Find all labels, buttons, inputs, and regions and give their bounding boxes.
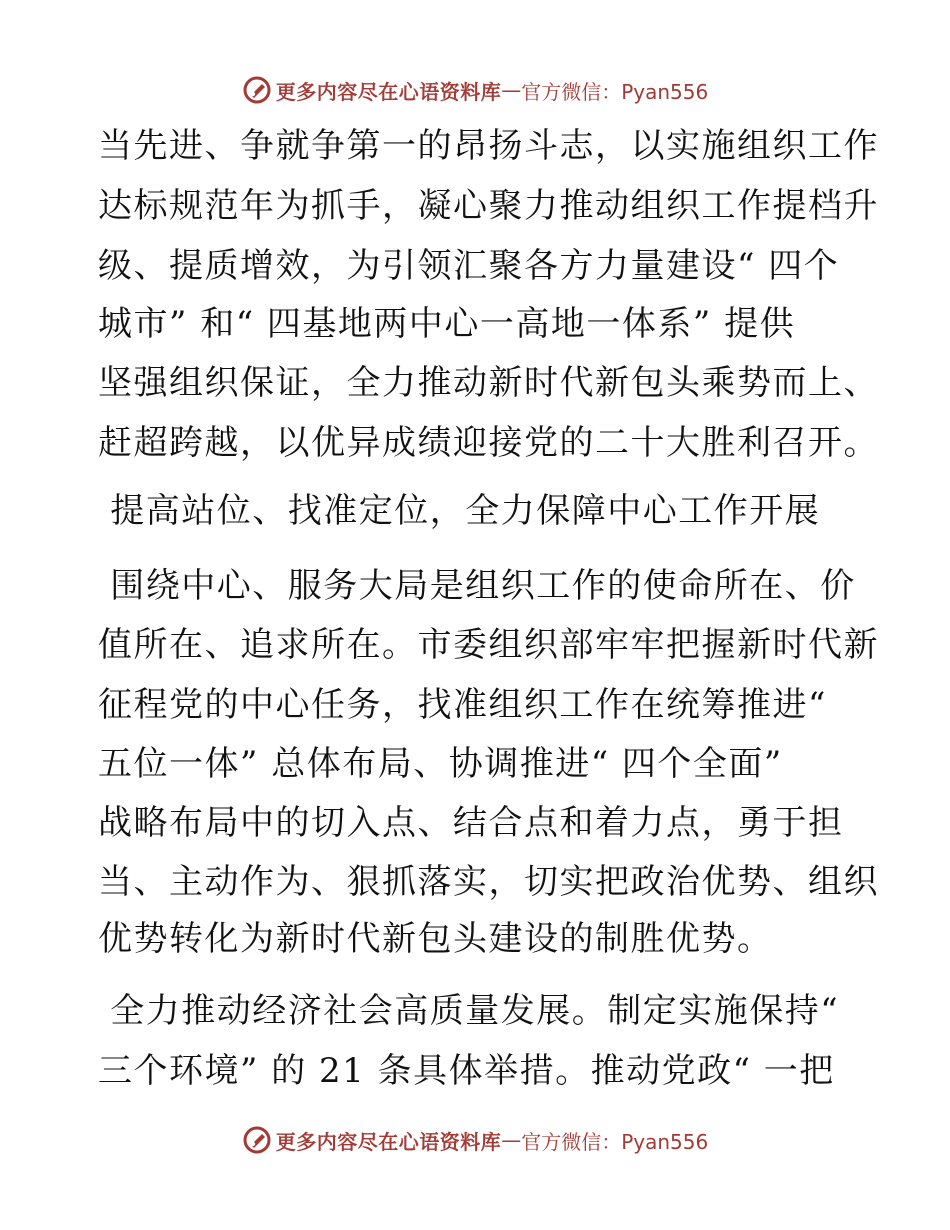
body-line: 战略布局中的切入点、结合点和着力点，勇于担	[98, 803, 844, 843]
body-line: 坚强组织保证，全力推动新时代新包头乘势而上、	[98, 363, 879, 403]
body-line: 当、主动作为、狠抓落实，切实把政治优势、组织	[98, 862, 879, 902]
body-line: 全力推动经济社会高质量发展。制定实施保持“	[98, 991, 840, 1031]
body-line: 达标规范年为抓手，凝心聚力推动组织工作提档升	[98, 186, 879, 226]
section-heading: 提高站位、找准定位，全力保障中心工作开展	[98, 491, 821, 531]
header-banner	[0, 70, 950, 110]
body-line: 级、提质增效，为引领汇聚各方力量建设“ 四个	[98, 246, 840, 286]
body-line: 优势转化为新时代新包头建设的制胜优势。	[98, 919, 773, 959]
pen-logo-icon	[242, 75, 272, 105]
header-site-text: 更多内容尽在心语资料库	[275, 79, 502, 104]
header-dash: —	[501, 78, 522, 102]
body-line: 三个环境” 的 21 条具体举措。推动党政“ 一把	[98, 1051, 835, 1091]
footer-banner	[0, 1120, 950, 1160]
body-line: 值所在、追求所在。市委组织部牢牢把握新时代新	[98, 625, 879, 665]
footer-site-text: 更多内容尽在心语资料库	[275, 1129, 502, 1154]
body-line: 征程党的中心任务，找准组织工作在统筹推进“	[98, 685, 827, 725]
header-contact-text: 官方微信：Pyan556	[521, 79, 709, 104]
pen-logo-icon	[242, 1125, 272, 1155]
body-line: 围绕中心、服务大局是组织工作的使命所在、价	[98, 566, 856, 606]
body-line: 城市” 和“ 四基地两中心一高地一体系” 提供	[98, 304, 796, 344]
body-line: 赶超跨越，以优异成绩迎接党的二十大胜利召开。	[98, 423, 879, 463]
body-line: 五位一体” 总体布局、协调推进“ 四个全面”	[98, 744, 783, 784]
body-line: 当先进、争就争第一的昂扬斗志，以实施组织工作	[98, 126, 879, 166]
footer-dash: —	[501, 1128, 522, 1152]
footer-contact-text: 官方微信：Pyan556	[521, 1129, 709, 1154]
